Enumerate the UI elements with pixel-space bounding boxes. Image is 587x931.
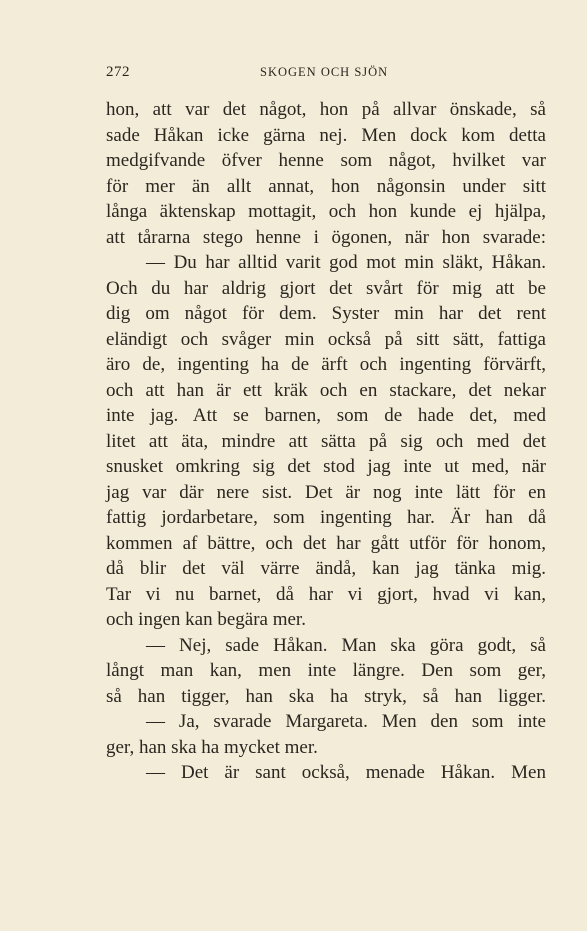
text-line: för mer än allt annat, hon någonsin under sitt [106, 175, 546, 197]
text-line: hon, att var det något, hon på allvar önskade, så [106, 99, 546, 120]
text-line: och ingen kan begära mer. [106, 609, 306, 630]
page-header [106, 64, 546, 84]
text-line: att tårarna stego henne i ögonen, när hon svarade: [106, 226, 546, 248]
text-line: långa äktenskap mottagit, och hon kunde ej hjälpa, [106, 201, 546, 222]
text-line: äro de, ingenting ha de ärft och ingenting förvärft, [106, 354, 546, 375]
text-line: snusket omkring sig det stod jag inte ut med, när [106, 456, 546, 477]
text-line: fattig jordarbetare, som ingenting har. Är han då [106, 507, 546, 528]
text-line: medgifvande öfver henne som något, hvilket var [106, 150, 546, 171]
text-line: då blir det väl värre ändå, kan jag tänka mig. [106, 558, 546, 579]
text-line: inte jag. Att se barnen, som de hade det, med [106, 405, 546, 426]
text-line: — Det är sant också, menade Håkan. Men [146, 762, 546, 783]
page-number: 272 [106, 64, 130, 80]
text-line: — Ja, svarade Margareta. Men den som inte [146, 711, 546, 732]
body-text [106, 97, 546, 786]
text-line: — Nej, sade Håkan. Man ska göra godt, så [146, 634, 546, 656]
text-line: långt man kan, men inte längre. Den som ger, [106, 660, 546, 681]
text-line: ger, han ska ha mycket mer. [106, 736, 318, 758]
text-line: och att han är ett kräk och en stackare, det nekar [106, 379, 546, 401]
text-line: litet att äta, mindre att sätta på sig och med det [106, 430, 546, 452]
text-line: jag var där nere sist. Det är nog inte lätt för en [106, 481, 546, 503]
text-line: — Du har alltid varit god mot min släkt, Håkan. [146, 252, 546, 273]
text-line: dig om något för dem. Syster min har det rent [106, 303, 546, 324]
text-line: Och du har aldrig gjort det svårt för mig att be [106, 277, 546, 299]
text-line: eländigt och svåger min också på sitt sätt, fattiga [106, 328, 546, 350]
text-line: Tar vi nu barnet, då har vi gjort, hvad vi kan, [106, 583, 546, 605]
text-line: sade Håkan icke gärna nej. Men dock kom detta [106, 124, 546, 146]
text-line: kommen af bättre, och det har gått utför för honom, [106, 532, 546, 554]
running-title: SKOGEN OCH SJÖN [260, 65, 389, 79]
text-line: så han tigger, han ska ha stryk, så han ligger. [106, 685, 546, 707]
